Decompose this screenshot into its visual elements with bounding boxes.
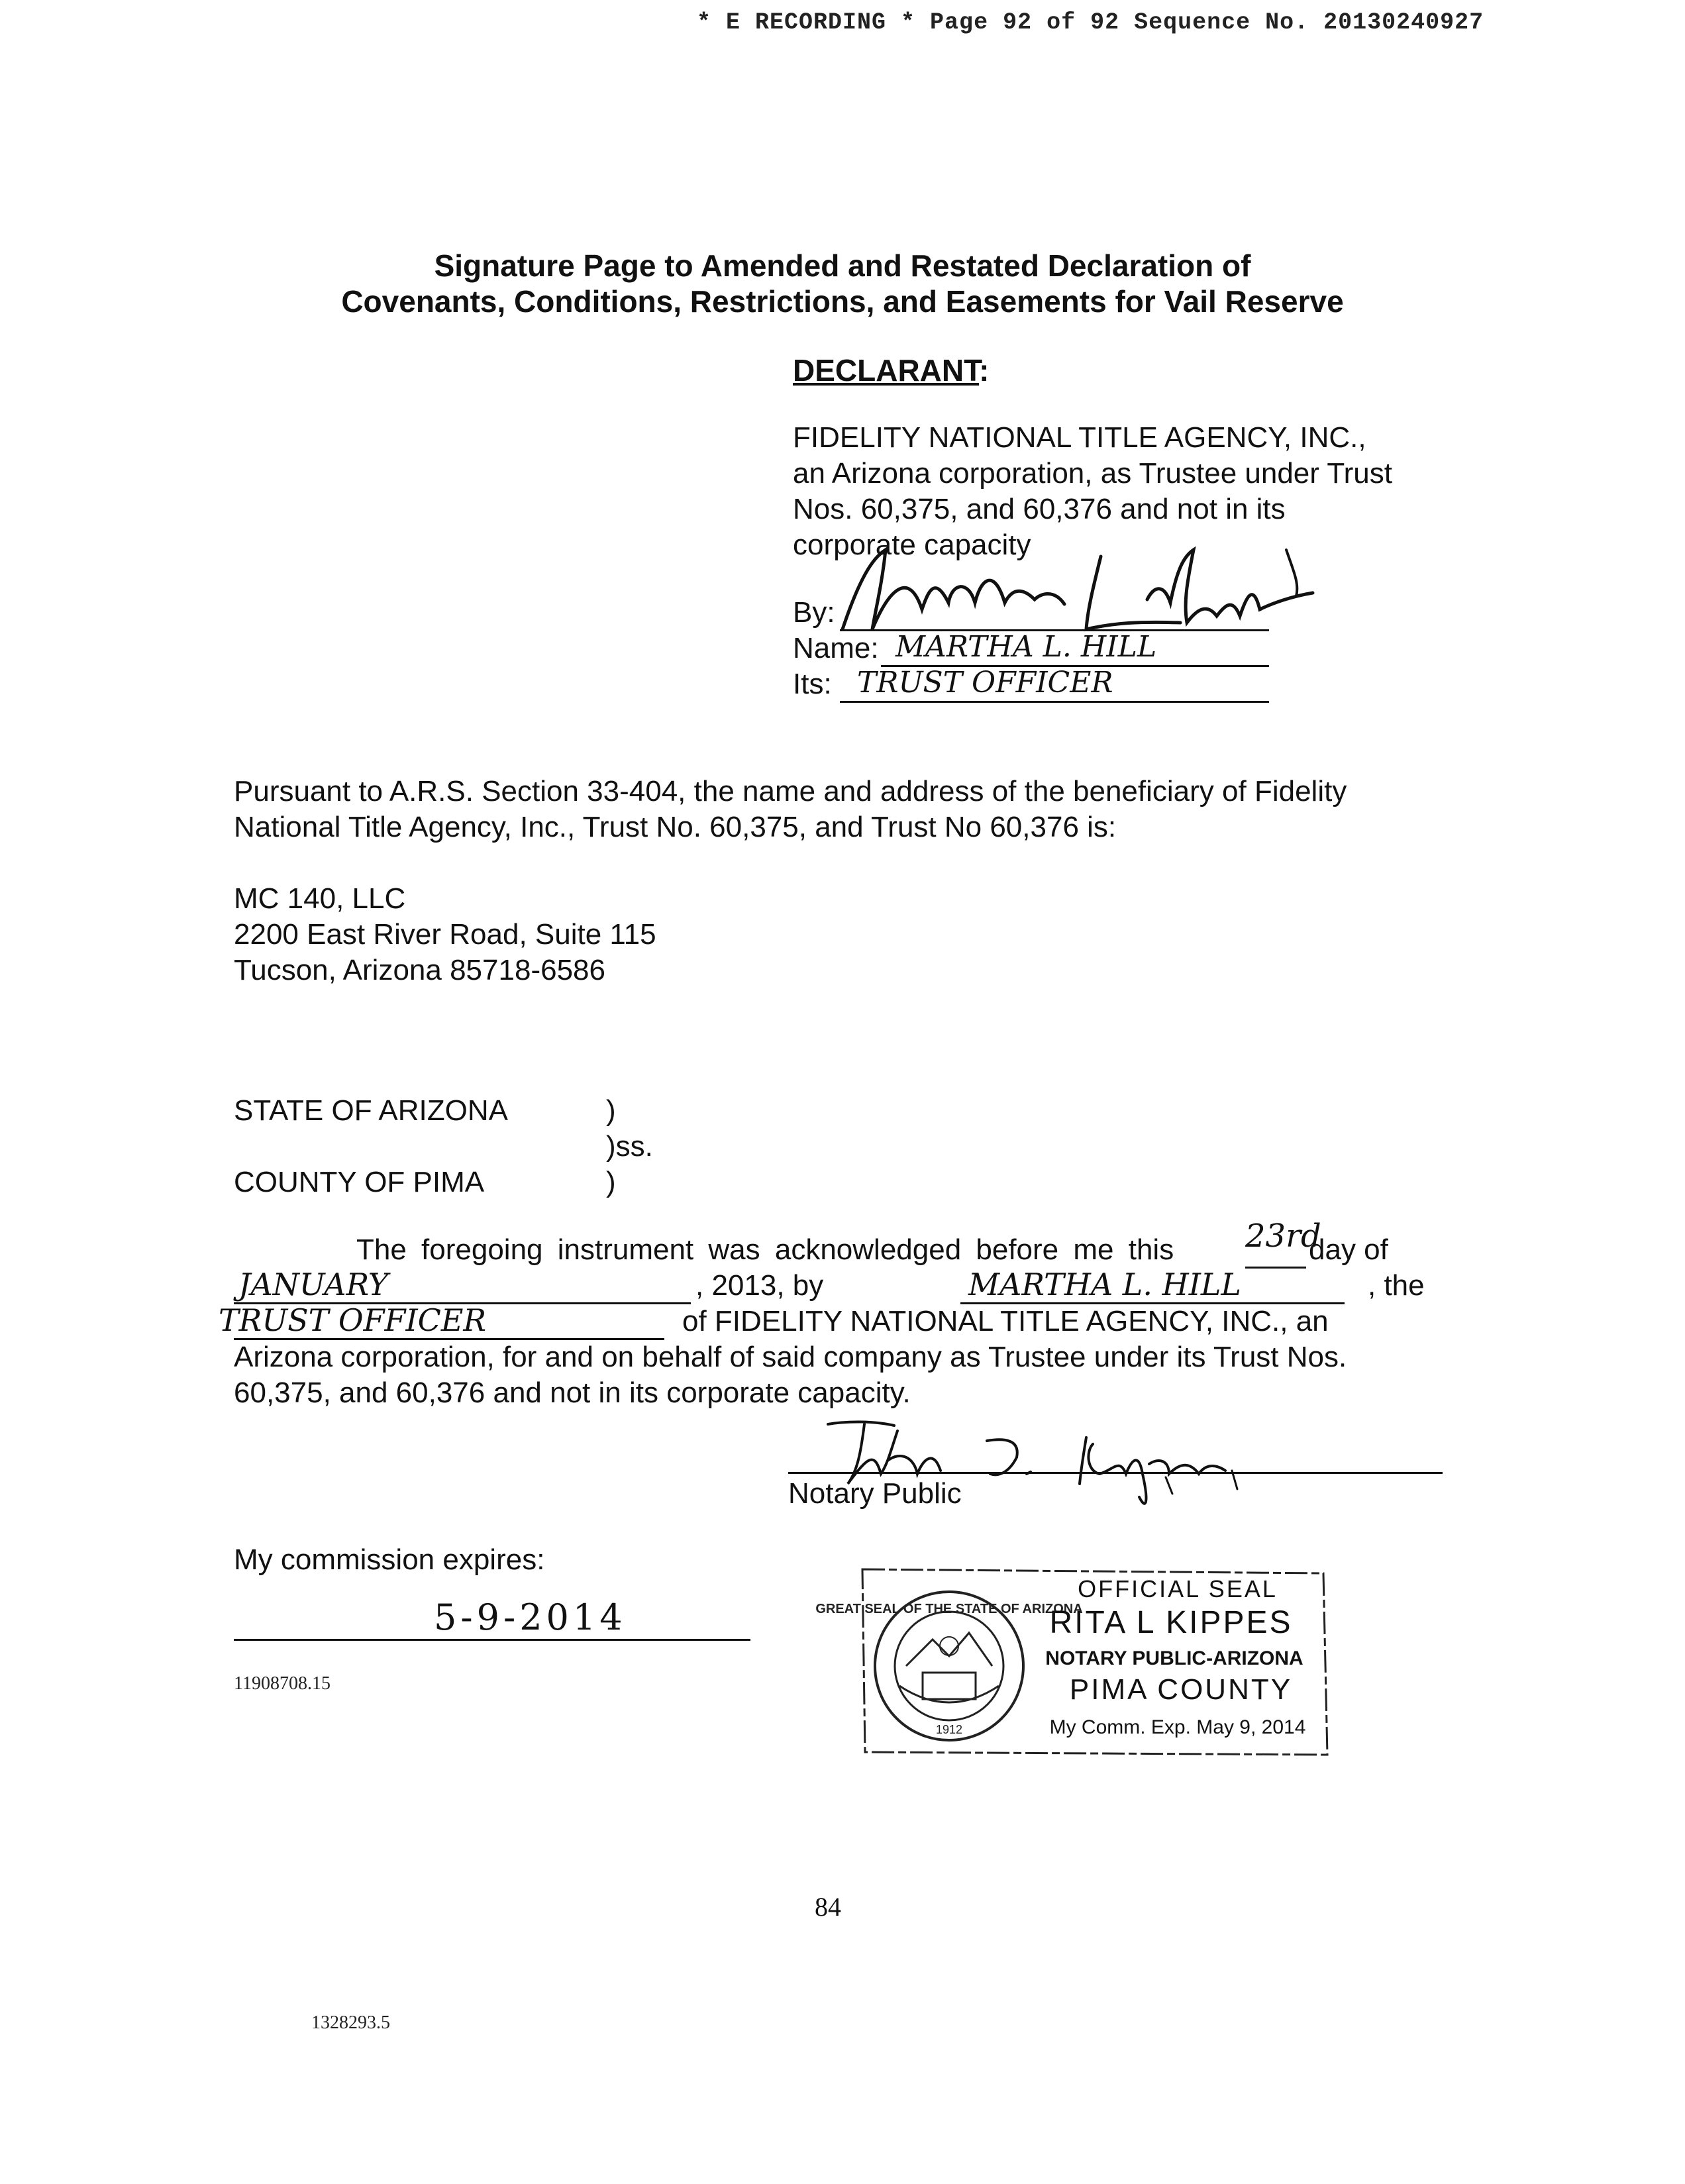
ack-year-text: , 2013, by	[695, 1269, 824, 1302]
ack-title-handwritten: TRUST OFFICER	[219, 1302, 487, 1338]
seal-line-1: OFFICIAL SEAL	[1078, 1575, 1278, 1602]
venue-paren-1: )	[606, 1094, 616, 1127]
notary-seal	[815, 1567, 1330, 1757]
page-number: 84	[815, 1892, 841, 1922]
entity-line-2: an Arizona corporation, as Trustee under Trust	[793, 457, 1392, 490]
title-line-2: Covenants, Conditions, Restrictions, and Easements for Vail Reserve	[341, 284, 1344, 319]
seal-emblem-year: 1912	[935, 1723, 963, 1736]
ack-month-handwritten: JANUARY	[238, 1267, 389, 1302]
beneficiary-address-2: Tucson, Arizona 85718-6586	[234, 954, 605, 986]
seal-emblem-text: GREAT SEAL OF THE STATE OF ARIZONA	[815, 1602, 1083, 1616]
notary-label: Notary Public	[788, 1477, 962, 1510]
signer-name-handwritten: MARTHA L. HILL	[895, 630, 1157, 664]
beneficiary-intro-1: Pursuant to A.R.S. Section 33-404, the name and address of the beneficiary of Fidelity	[234, 775, 1347, 807]
declarant-label: DECLARANT	[793, 353, 980, 388]
its-line	[840, 701, 1269, 703]
entity-line-1: FIDELITY NATIONAL TITLE AGENCY, INC.,	[793, 421, 1366, 454]
doc-number: 11908708.15	[234, 1673, 331, 1694]
ack-signer-handwritten: MARTHA L. HILL	[968, 1267, 1241, 1302]
seal-line-3: NOTARY PUBLIC-ARIZONA	[1045, 1647, 1303, 1669]
ack-the-text: , the	[1368, 1269, 1425, 1302]
ack-day-handwritten: 23rd	[1245, 1218, 1321, 1255]
beneficiary-intro-2: National Title Agency, Inc., Trust No. 60,375, and Trust No 60,376 is:	[234, 811, 1117, 843]
notary-signature-line	[788, 1472, 1443, 1474]
beneficiary-name: MC 140, LLC	[234, 882, 406, 915]
its-label: Its:	[793, 668, 832, 700]
declarant-signature	[836, 530, 1319, 643]
signer-title-handwritten: TRUST OFFICER	[857, 666, 1113, 700]
ack-day-line	[1245, 1267, 1306, 1269]
venue-ss: )ss.	[606, 1130, 653, 1163]
recording-header: * E RECORDING * Page 92 of 92 Sequence No. 20130240927	[697, 9, 1484, 36]
ack-line-5: 60,375, and 60,376 and not in its corporate capacity.	[234, 1377, 911, 1409]
entity-line-3: Nos. 60,375, and 60,376 and not in its	[793, 493, 1286, 525]
venue-county: COUNTY OF PIMA	[234, 1166, 485, 1198]
commission-date-handwritten: 5-9-2014	[434, 1596, 627, 1638]
declarant-heading	[793, 352, 989, 388]
ack-line-4: Arizona corporation, for and on behalf of said company as Trustee under its Trust Nos.	[234, 1341, 1347, 1373]
seal-line-5: My Comm. Exp. May 9, 2014	[1049, 1716, 1306, 1738]
declarant-colon: :	[979, 353, 990, 388]
venue-paren-2: )	[606, 1166, 616, 1198]
arizona-seal-emblem	[815, 1592, 1082, 1740]
seal-line-2: RITA L KIPPES	[1049, 1605, 1293, 1640]
by-label: By:	[793, 596, 835, 629]
file-number: 1328293.5	[311, 2012, 390, 2033]
commission-line	[234, 1639, 750, 1641]
title-line-1: Signature Page to Amended and Restated Declaration of	[434, 248, 1251, 283]
beneficiary-address-1: 2200 East River Road, Suite 115	[234, 918, 656, 951]
seal-line-4: PIMA COUNTY	[1069, 1673, 1293, 1706]
commission-label: My commission expires:	[234, 1543, 545, 1576]
ack-part-1: The foregoing instrument was acknowledged before me this	[356, 1233, 1174, 1266]
venue-state: STATE OF ARIZONA	[234, 1094, 508, 1127]
ack-part-2: day of	[1309, 1233, 1388, 1266]
entity-line-4: corporate capacity	[793, 529, 1031, 561]
name-label: Name:	[793, 632, 879, 664]
ack-part-3: of FIDELITY NATIONAL TITLE AGENCY, INC., an	[682, 1305, 1329, 1337]
